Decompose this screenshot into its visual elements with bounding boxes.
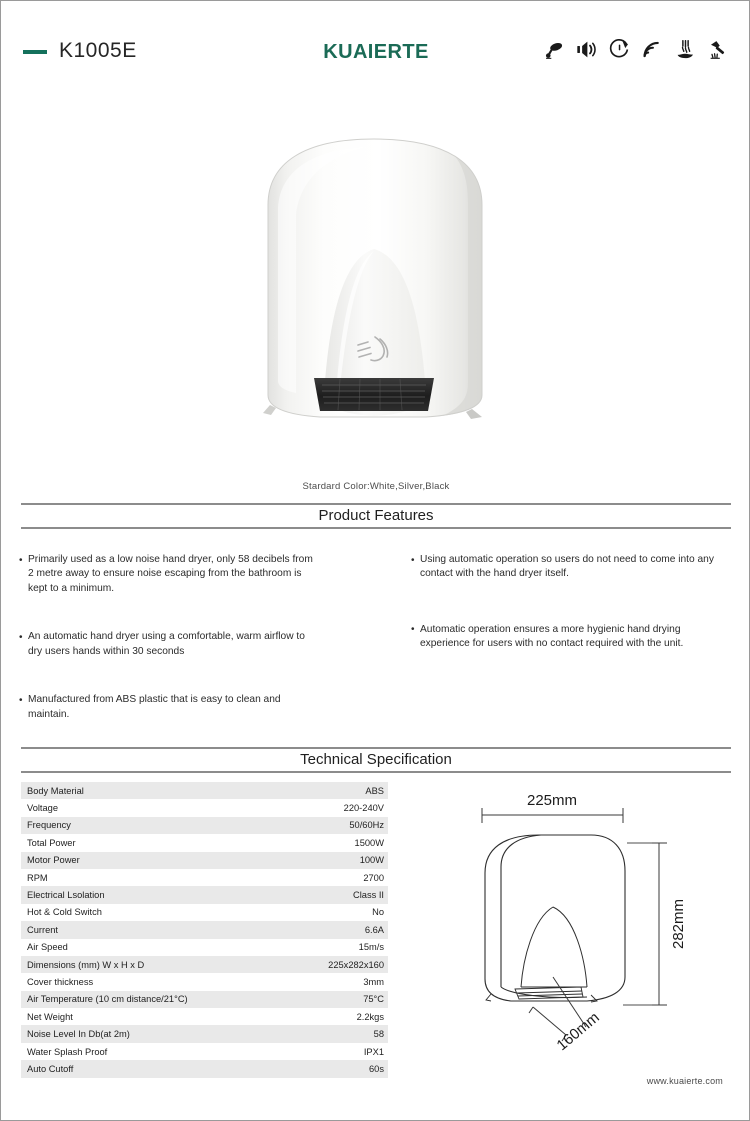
spec-row <box>21 852 388 869</box>
spec-row <box>21 991 388 1008</box>
spec-row <box>21 939 388 956</box>
standard-color-note: Stardard Color:White,Silver,Black <box>302 481 450 492</box>
feature-text: Automatic operation ensures a more hygienic hand drying experience for users with no contact required with the unit. <box>420 623 684 650</box>
spec-value: 2.2kgs <box>356 1011 384 1022</box>
spec-row <box>21 799 388 816</box>
spec-value: 100W <box>359 855 384 866</box>
spec-row <box>21 1060 388 1077</box>
sensor-nozzle-icon <box>543 39 564 60</box>
section-title-technical-specification: Technical Specification <box>21 747 731 773</box>
spec-value: 225x282x160 <box>328 959 384 970</box>
bullet-icon: • <box>411 554 415 566</box>
feature-text: Manufactured from ABS plastic that is easy to clean and maintain. <box>28 694 281 720</box>
spec-key: Noise Level In Db(at 2m) <box>27 1029 130 1040</box>
spec-row <box>21 1025 388 1042</box>
dimension-depth-label: 160mm <box>553 1008 603 1055</box>
spec-value: 220-240V <box>343 803 384 814</box>
spec-key: Air Speed <box>27 942 68 953</box>
bullet-icon: • <box>19 554 23 566</box>
spec-row <box>21 956 388 973</box>
spec-key: Auto Cutoff <box>27 1063 74 1074</box>
feature-item <box>19 553 319 596</box>
airflow-hand-icon <box>675 39 696 60</box>
model-code: K1005E <box>59 39 137 62</box>
page-header <box>1 1 750 96</box>
dimension-width-label: 225mm <box>526 792 578 809</box>
feature-item <box>411 623 721 652</box>
feature-item <box>19 630 319 659</box>
spec-value: No <box>372 907 384 918</box>
spec-row <box>21 834 388 851</box>
bullet-icon: • <box>411 624 415 636</box>
feature-icon-row <box>543 39 729 60</box>
spec-key: Hot & Cold Switch <box>27 907 102 918</box>
features-block <box>1 553 750 728</box>
spec-key: Total Power <box>27 837 76 848</box>
spec-row <box>21 886 388 903</box>
bullet-icon: • <box>19 694 23 706</box>
spec-key: RPM <box>27 872 48 883</box>
spec-key: Current <box>27 924 59 935</box>
spec-key: Water Splash Proof <box>27 1046 108 1057</box>
spec-key: Frequency <box>27 820 71 831</box>
specification-table <box>21 782 388 1078</box>
spec-key: Motor Power <box>27 855 80 866</box>
section-title-product-features: Product Features <box>21 503 731 529</box>
spec-key: Dimensions (mm) W x H x D <box>27 959 145 970</box>
timer-clock-icon <box>609 39 630 60</box>
low-noise-speaker-icon <box>576 39 597 60</box>
spec-key: Voltage <box>27 803 59 814</box>
signal-waves-icon <box>642 39 663 60</box>
feature-text: Using automatic operation so users do not need to come into any contact with the hand dryer itself. <box>420 554 714 580</box>
product-image-area <box>1 97 750 497</box>
spec-value: 60s <box>369 1063 384 1074</box>
spec-key: Air Temperature (10 cm distance/21°C) <box>27 994 188 1005</box>
spec-value: 6.6A <box>364 924 384 935</box>
spec-key: Cover thickness <box>27 976 94 987</box>
spec-value: Class II <box>353 890 384 901</box>
spec-row <box>21 817 388 834</box>
spec-value: 3mm <box>363 976 384 987</box>
dimension-drawing <box>441 787 731 1077</box>
product-photo <box>256 133 493 435</box>
feature-item <box>19 693 319 722</box>
spec-value: 58 <box>373 1029 384 1040</box>
spec-row <box>21 921 388 938</box>
spec-key: Body Material <box>27 785 84 796</box>
spec-row <box>21 904 388 921</box>
features-column-right <box>411 553 721 686</box>
spec-row <box>21 1043 388 1060</box>
feature-text: Primarily used as a low noise hand dryer, only 58 decibels from 2 metre away to ensure noise escaping from the bathroom is kept to a minimum. <box>28 554 313 594</box>
bullet-icon: • <box>19 631 23 643</box>
spec-value: 50/60Hz <box>349 820 384 831</box>
spec-row <box>21 869 388 886</box>
spec-value: 75°C <box>363 994 384 1005</box>
spec-row <box>21 973 388 990</box>
feature-text: An automatic hand dryer using a comfortable, warm airflow to dry users hands within 30 seconds <box>28 631 305 657</box>
feature-item <box>411 553 721 582</box>
website-footer: www.kuaierte.com <box>646 1076 723 1086</box>
spec-row <box>21 1008 388 1025</box>
spec-key: Net Weight <box>27 1011 73 1022</box>
brand-logo: KUAIERTE <box>323 41 429 63</box>
spec-value: 1500W <box>354 837 384 848</box>
spec-value: IPX1 <box>363 1046 384 1057</box>
spec-value: 2700 <box>363 872 384 883</box>
spec-value: ABS <box>365 785 384 796</box>
spec-key: Electrical Lsolation <box>27 890 105 901</box>
spec-value: 15m/s <box>358 942 384 953</box>
spec-row <box>21 782 388 799</box>
features-column-left <box>19 553 319 756</box>
hammer-durability-icon <box>708 39 729 60</box>
dimension-height-label: 282mm <box>670 898 687 950</box>
